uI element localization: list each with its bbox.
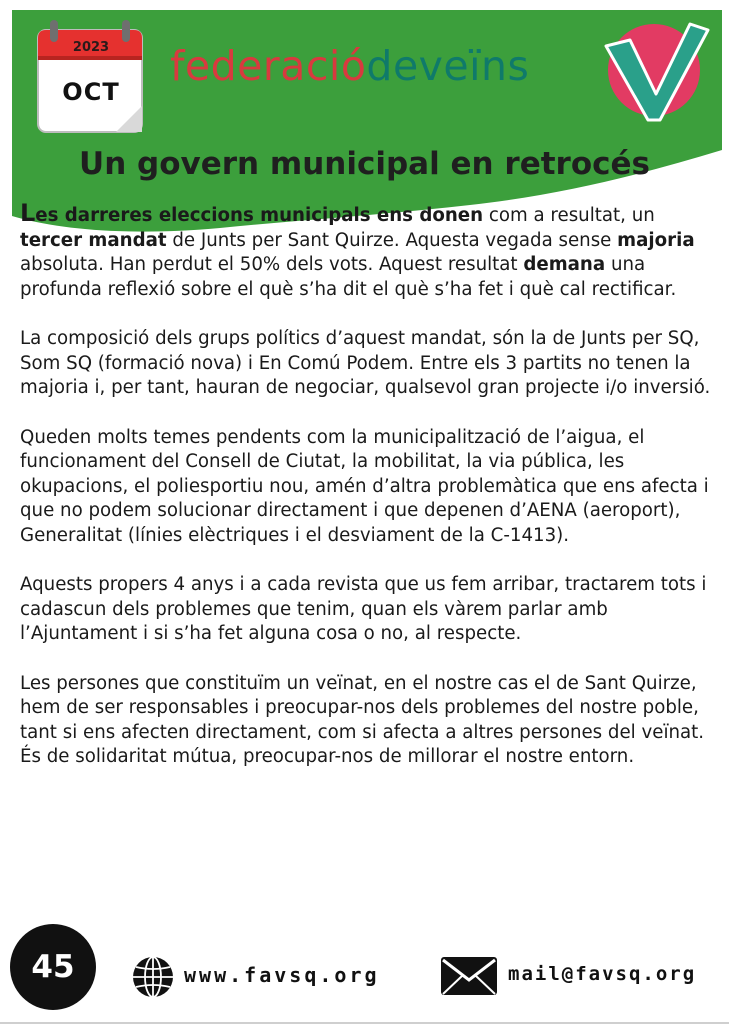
p1-text-2: de Junts per Sant Quirze. Aquesta vegada sense [166,229,618,251]
globe-icon [131,955,175,999]
p1-text-3: absoluta. Han perdut el 50% dels vots. Aquest resultat [20,254,524,275]
page-title: Un govern municipal en retrocés [79,146,650,182]
bottom-divider [0,1022,729,1024]
p1-text-4: una profunda reflexió sobre el què s’ha dit el què s’ha fet i què cal rectificar. [20,254,677,300]
calendar-year: 2023 [72,40,110,55]
brand-part-federacio: federació [170,42,367,90]
paragraph-4: Aquests propers 4 anys i a cada revista que us fem arribar, tractarem tots i cadascun dels problemes que tenim, quan els vàrem parlar amb l’Ajuntament i si s’ha fet alguna cosa o no, al respecte. [20,574,707,644]
brand-part-deveins: deveïns [366,42,530,90]
paragraph-1 [20,201,716,302]
bold-majoria: majoria [617,229,695,251]
email-link[interactable]: mail@favsq.org [508,963,697,985]
lead-phrase [20,199,484,227]
drop-cap: L [20,199,36,227]
calendar-month: OCT [62,78,120,106]
article-body [20,201,716,795]
bold-demana: demana [523,254,606,275]
paragraph-3: Queden molts temes pendents com la municipalització de l’aigua, el funcionament del Consell de Ciutat, la mobilitat, la via pública, les okupacions, el poliesportiu nou, amén d’altra problemàtica que ens afecta i que no podem solucionar directament i que depenen d’AENA (aeroport), Generalitat (línies elèctriques i el desviament de la C-1413). [20,426,709,546]
brand-name [170,42,529,90]
p1-text-1: com a resultat, un [483,205,655,226]
v-check-icon [598,16,710,124]
lead-rest: es darreres eleccions municipals ens donen [35,205,484,226]
page-number-badge: 45 [10,924,96,1010]
paragraph-2: La composició dels grups polítics d’aquest mandat, són la de Junts per SQ, Som SQ (formació nova) i En Comú Podem. Entre els 3 partits no tenen la majoria i, per tant, hauran de negociar, qualsevol gran projecte i/o inversió. [20,328,711,398]
bold-tercer-mandat: tercer mandat [20,229,167,251]
paragraph-5: Les persones que constituïm un veïnat, en el nostre cas el de Sant Quirze, hem de ser responsables i preocupar-nos dels problemes del nostre poble, tant si ens afecten directament, com si afecta a altres persones del veïnat. És de solidaritat mútua, preocupar-nos de millorar el nostre entorn. [20,672,705,767]
website-link[interactable]: www.favsq.org [184,963,380,987]
envelope-icon [440,956,498,996]
